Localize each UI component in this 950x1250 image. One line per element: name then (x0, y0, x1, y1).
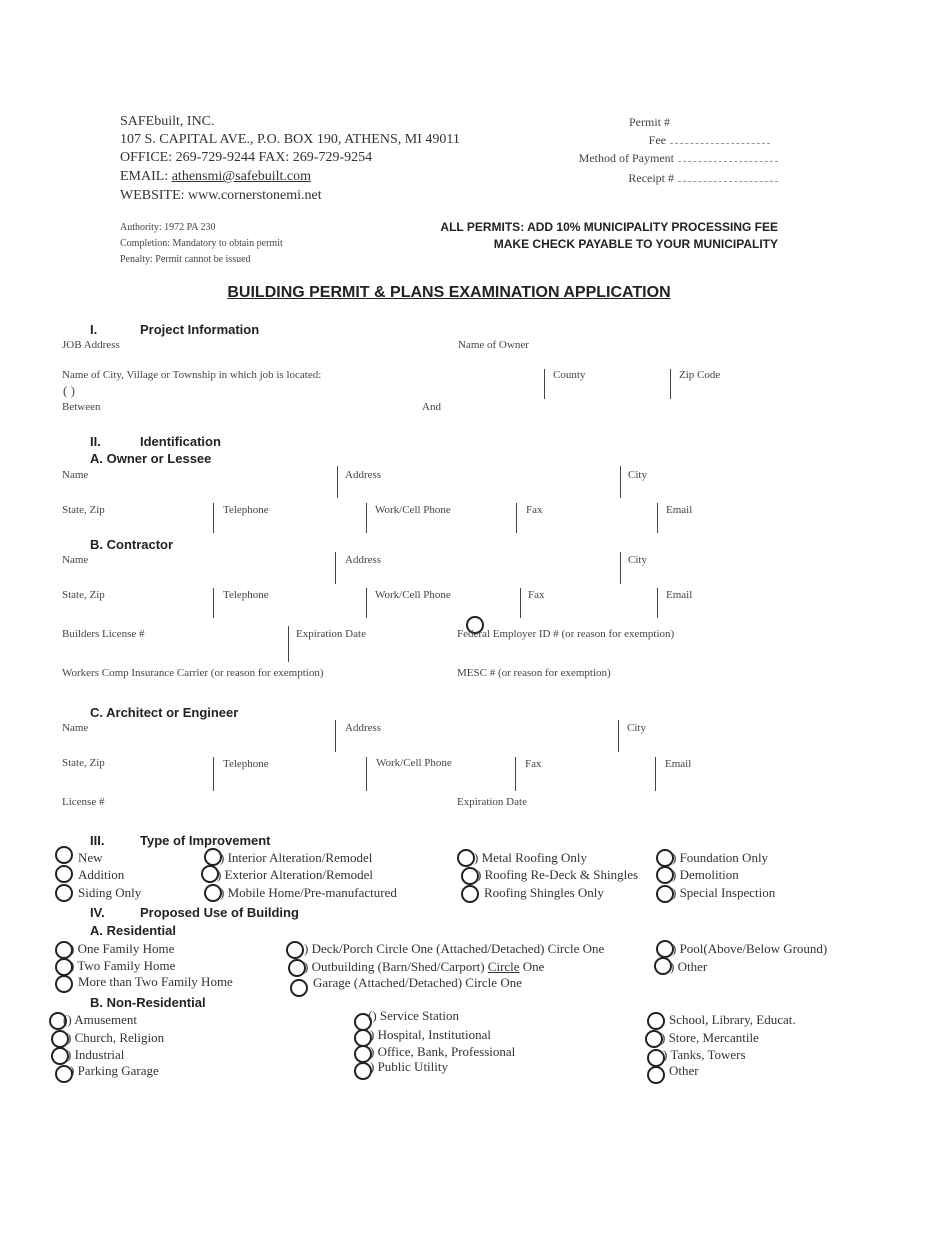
city-village-label: Name of City, Village or Township in which job is located: (62, 369, 322, 381)
radio-nonres-other[interactable] (647, 1066, 665, 1084)
radio-garage[interactable] (290, 979, 308, 997)
county-label: County (553, 369, 586, 381)
contractor-fax-label: Fax (528, 589, 545, 601)
completion-text: Completion: Mandatory to obtain permit (120, 238, 283, 249)
option-exterior: ) Exterior Alteration/Remodel (217, 867, 373, 882)
radio-addition[interactable] (55, 865, 73, 883)
contractor-address-label: Address (345, 554, 382, 566)
mesc-label: MESC # (or reason for exemption) (457, 667, 611, 679)
company-phones: OFFICE: 269-729-9244 FAX: 269-729-9254 (120, 150, 373, 165)
fee-line (649, 133, 770, 148)
option-more-family: More than Two Family Home (78, 974, 233, 989)
outbuilding-circle-word: Circle (487, 959, 520, 974)
architect-fax-label: Fax (525, 758, 542, 770)
contractor-expiration-label: Expiration Date (296, 628, 366, 640)
architect-title: C. Architect or Engineer (90, 705, 239, 720)
option-school: School, Library, Educat. (669, 1012, 796, 1027)
option-store: ) Store, Mercantile (661, 1030, 759, 1045)
radio-metal[interactable] (457, 849, 475, 867)
workers-comp-label: Workers Comp Insurance Carrier (or reason for exemption) (62, 667, 324, 679)
owner-fax-label: Fax (526, 504, 543, 516)
architect-state-zip-label: State, Zip (62, 757, 105, 769)
fein-label: Federal Employer ID # (or reason for exemption) (457, 628, 675, 640)
option-amusement: () Amusement (63, 1012, 138, 1027)
method-label: Method of Payment (578, 151, 674, 165)
contractor-city-label: City (628, 554, 647, 566)
contractor-title: B. Contractor (90, 537, 174, 552)
method-blank[interactable] (678, 151, 778, 162)
owner-address-label: Address (345, 469, 382, 481)
option-church: ) Church, Religion (67, 1030, 165, 1045)
section-1-title: Project Information (140, 322, 260, 337)
owner-state-zip-label: State, Zip (62, 504, 105, 516)
authority-text: Authority: 1972 PA 230 (120, 222, 216, 233)
radio-deck[interactable] (286, 941, 304, 959)
option-deck: ) Deck/Porch Circle One (Attached/Detached) Circle One (304, 941, 605, 956)
radio-shingles[interactable] (461, 885, 479, 903)
architect-work-cell-label: Work/Cell Phone (376, 757, 452, 769)
architect-name-label: Name (62, 722, 89, 734)
receipt-label: Receipt # (628, 171, 674, 185)
email-label: EMAIL: (120, 169, 169, 184)
option-parking: ) Parking Garage (70, 1063, 159, 1078)
company-email-line (120, 169, 311, 185)
notice-fee: ALL PERMITS: ADD 10% MUNICIPALITY PROCESSING FEE (440, 220, 778, 234)
fee-blank[interactable] (670, 133, 770, 144)
page-title: BUILDING PERMIT & PLANS EXAMINATION APPLICATION (227, 284, 671, 301)
permit-number-label: Permit # (629, 115, 670, 129)
option-pool: ) Pool(Above/Below Ground) (672, 941, 828, 956)
architect-expiration-label: Expiration Date (457, 796, 527, 808)
option-outbuilding (304, 959, 544, 975)
section-2-title: Identification (140, 434, 221, 449)
section-1-number: I. (90, 322, 98, 337)
option-two-family: ) Two Family Home (70, 958, 176, 973)
architect-address-label: Address (345, 722, 382, 734)
section-3-number: III. (90, 833, 105, 848)
option-foundation: ) Foundation Only (672, 850, 769, 865)
section-4-title: Proposed Use of Building (140, 905, 299, 920)
option-new: New (78, 850, 103, 865)
company-address: 107 S. CAPITAL AVE., P.O. BOX 190, ATHENS, MI 49011 (120, 132, 460, 147)
contractor-email-label: Email (666, 589, 693, 601)
method-line (579, 151, 778, 166)
radio-new[interactable] (55, 846, 73, 864)
option-office: ) Office, Bank, Professional (370, 1044, 516, 1059)
receipt-blank[interactable] (678, 171, 778, 182)
owner-name-label: Name (62, 469, 89, 481)
contractor-name-label: Name (62, 554, 89, 566)
section-4-number: IV. (90, 905, 105, 920)
option-one-family: ) One Family Home (70, 941, 175, 956)
contractor-state-zip-label: State, Zip (62, 589, 105, 601)
option-siding: Siding Only (78, 885, 142, 900)
owner-lessee-title: A. Owner or Lessee (90, 451, 212, 466)
section-2-number: II. (90, 434, 101, 449)
owner-city-label: City (628, 469, 647, 481)
nonresidential-title: B. Non-Residential (90, 995, 206, 1010)
contractor-telephone-label: Telephone (223, 589, 269, 601)
option-redeck: ) Roofing Re-Deck & Shingles (477, 867, 639, 882)
owner-telephone-label: Telephone (223, 504, 269, 516)
option-outbuilding-text: ) Outbuilding (Barn/Shed/Carport) (304, 959, 488, 974)
option-service: () Service Station (368, 1008, 459, 1023)
radio-school[interactable] (647, 1012, 665, 1030)
option-demolition: ) Demolition (672, 867, 739, 882)
owner-name-label: Name of Owner (458, 339, 529, 351)
architect-email-label: Email (665, 758, 692, 770)
email-link[interactable]: athensmi@safebuilt.com (171, 169, 311, 184)
builders-license-label: Builders License # (62, 628, 145, 640)
radio-siding[interactable] (55, 884, 73, 902)
option-mobile: ) Mobile Home/Pre-manufactured (220, 885, 397, 900)
between-label: Between (62, 401, 101, 413)
option-shingles: Roofing Shingles Only (484, 885, 604, 900)
fee-label: Fee (648, 133, 666, 147)
residential-title: A. Residential (90, 923, 176, 938)
option-metal: ) Metal Roofing Only (474, 850, 588, 865)
radio-more-family[interactable] (55, 975, 73, 993)
option-hospital: ) Hospital, Institutional (370, 1027, 491, 1042)
zip-code-label: Zip Code (679, 369, 721, 381)
option-res-other: ) Other (670, 959, 708, 974)
contractor-work-cell-label: Work/Cell Phone (375, 589, 451, 601)
option-public: ) Public Utility (370, 1059, 448, 1074)
outbuilding-one-word: One (519, 959, 545, 974)
architect-telephone-label: Telephone (223, 758, 269, 770)
option-addition: Addition (78, 867, 125, 882)
notice-payable: MAKE CHECK PAYABLE TO YOUR MUNICIPALITY (493, 237, 778, 251)
architect-license-label: License # (62, 796, 105, 808)
owner-work-cell-label: Work/Cell Phone (375, 504, 451, 516)
option-industrial: ) Industrial (67, 1047, 125, 1062)
company-name: SAFEbuilt, INC. (120, 114, 215, 129)
option-interior: ) Interior Alteration/Remodel (220, 850, 373, 865)
city-paren: ( ) (63, 383, 75, 398)
job-address-label: JOB Address (62, 339, 120, 351)
receipt-line (628, 171, 778, 186)
and-label: And (422, 401, 441, 413)
company-website: WEBSITE: www.cornerstonemi.net (120, 188, 322, 203)
option-tanks: ) Tanks, Towers (663, 1047, 746, 1062)
owner-email-label: Email (666, 504, 693, 516)
section-3-title: Type of Improvement (140, 833, 271, 848)
option-garage: Garage (Attached/Detached) Circle One (313, 975, 522, 990)
option-special: ) Special Inspection (672, 885, 776, 900)
penalty-text: Penalty: Permit cannot be issued (120, 254, 251, 265)
option-nonres-other: Other (669, 1063, 699, 1078)
architect-city-label: City (627, 722, 646, 734)
